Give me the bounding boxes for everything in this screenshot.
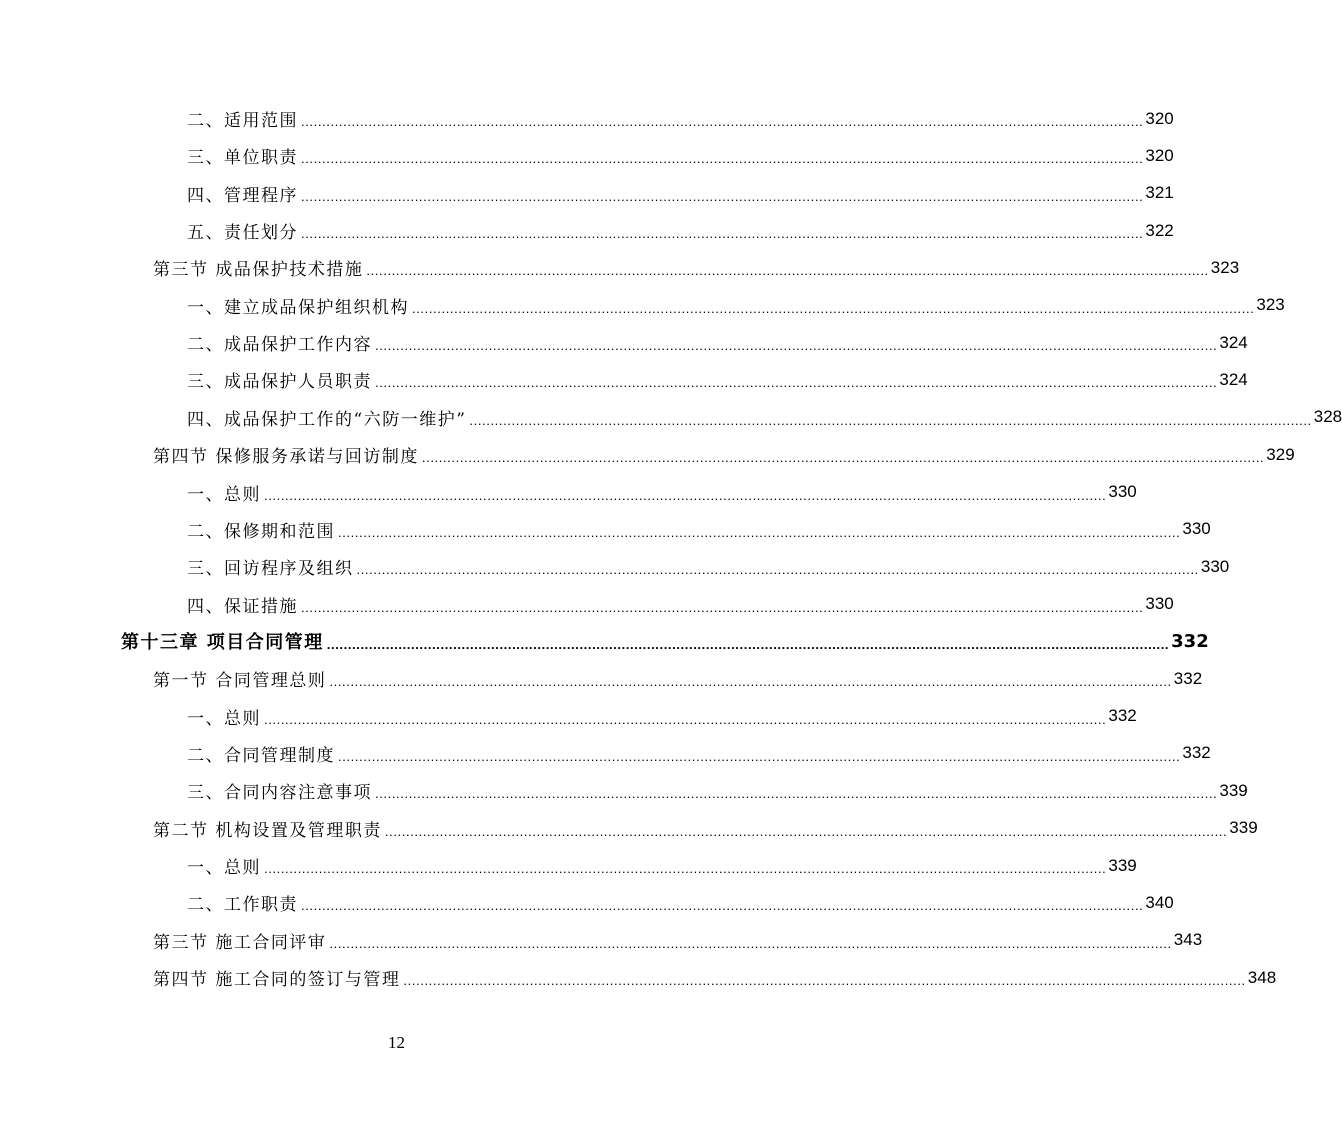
toc-entry-title: 第二节 机构设置及管理职责 <box>153 820 382 841</box>
toc-leader-dots: ........................................................................................................................................................................................................ <box>469 412 1312 428</box>
toc-entry-line <box>153 660 1203 697</box>
toc-entry-title: 二、合同管理制度 <box>187 745 335 766</box>
toc-entry-page: 332 <box>1108 706 1137 726</box>
toc-entry-page: 321 <box>1145 183 1174 203</box>
toc-leader-dots: ........................................................................................................................................................................................................ <box>329 935 1172 951</box>
toc-entry-page: 332 <box>1171 630 1209 652</box>
toc-entry[interactable] <box>0 100 1174 137</box>
toc-entry-line <box>187 847 1137 884</box>
toc-entry-title: 第三节 成品保护技术措施 <box>153 260 364 281</box>
toc-entry[interactable] <box>0 137 1174 174</box>
toc-entry-title: 第四节 施工合同的签订与管理 <box>153 970 401 991</box>
toc-entry-page: 323 <box>1256 295 1285 315</box>
toc-entry-page: 332 <box>1182 743 1211 763</box>
toc-entry-line <box>187 735 1211 772</box>
toc-leader-dots: ........................................................................................................................................................................................................ <box>412 300 1255 316</box>
toc-leader-dots: ........................................................................................................................................................................................................ <box>375 786 1218 802</box>
toc-entry-line <box>153 249 1240 286</box>
toc-entry-title: 第一节 合同管理总则 <box>153 671 327 692</box>
toc-leader-dots: ........................................................................................................................................................................................................ <box>338 748 1181 764</box>
toc-entry-line <box>187 212 1174 249</box>
toc-entry[interactable] <box>0 436 1295 473</box>
toc-leader-dots: ........................................................................................................................................................................................................ <box>301 114 1144 129</box>
toc-entry-title: 二、保修期和范围 <box>187 521 335 542</box>
toc-entry-title: 一、建立成品保护组织机构 <box>187 297 409 318</box>
toc-entry-page: 332 <box>1173 668 1203 688</box>
toc-leader-dots: ........................................................................................................................................................................................................ <box>264 711 1107 727</box>
toc-entry-title: 四、成品保护工作的“六防一维护” <box>187 409 467 430</box>
toc-entry[interactable] <box>0 361 1248 398</box>
toc-entry-page: 322 <box>1145 220 1174 240</box>
toc-entry-page: 324 <box>1219 369 1248 389</box>
toc-entry-line <box>187 175 1174 212</box>
toc-entry-line <box>187 511 1211 548</box>
toc-entry-page: 330 <box>1108 482 1137 501</box>
toc-entry[interactable] <box>0 772 1248 809</box>
toc-entry-title: 第三节 施工合同评审 <box>153 932 327 953</box>
toc-entry-page: 320 <box>1145 145 1174 165</box>
toc-entry-page: 323 <box>1210 257 1240 277</box>
toc-entry-page: 348 <box>1247 967 1277 987</box>
toc-leader-dots: ........................................................................................................................................................................................................ <box>264 487 1107 503</box>
toc-leader-dots: ........................................................................................................................................................................................................ <box>301 898 1144 914</box>
toc-leader-dots: ........................................................................................................................................................................................................ <box>356 562 1199 578</box>
toc-entry-title: 二、成品保护工作内容 <box>187 335 372 356</box>
toc-entry-page: 330 <box>1182 519 1211 539</box>
toc-entry-line <box>187 772 1248 809</box>
toc-entry-page: 324 <box>1219 332 1248 352</box>
toc-entry[interactable] <box>0 548 1230 585</box>
toc-leader-dots: ........................................................................................................................................................................................................ <box>338 524 1181 540</box>
toc-entry[interactable] <box>0 698 1137 735</box>
toc-entry[interactable] <box>0 586 1174 623</box>
toc-entry-line <box>187 361 1248 398</box>
toc-entry-line <box>187 324 1248 361</box>
toc-entry-title: 三、回访程序及组织 <box>187 559 354 580</box>
toc-entry-line <box>187 548 1230 585</box>
toc-leader-dots: ........................................................................................................................................................................................................ <box>384 823 1228 839</box>
toc-leader-dots: ........................................................................................................................................................................................................ <box>301 226 1144 242</box>
toc-leader-dots: ........................................................................................................................................................................................................ <box>301 188 1144 204</box>
toc-entry-line <box>187 137 1174 174</box>
toc-entry[interactable] <box>0 922 1203 959</box>
toc-entry-page: 320 <box>1145 108 1174 128</box>
toc-entry-page: 329 <box>1266 444 1295 464</box>
toc-entry[interactable] <box>0 810 1258 847</box>
toc-leader-dots: ........................................................................................................................................................................................................ <box>421 450 1265 466</box>
toc-entry-page: 339 <box>1229 818 1258 838</box>
toc-entry[interactable] <box>0 660 1203 697</box>
toc-entry-line <box>187 586 1174 623</box>
toc-entry-title: 四、管理程序 <box>187 185 298 206</box>
toc-entry-title: 五、责任划分 <box>187 223 298 244</box>
toc-entry-title: 四、保证措施 <box>187 596 298 617</box>
toc-entry-line <box>153 922 1203 959</box>
toc-entry[interactable] <box>0 212 1174 249</box>
toc-entry-page: 330 <box>1145 594 1174 614</box>
toc-entry[interactable] <box>0 511 1211 548</box>
toc-entry[interactable] <box>0 175 1174 212</box>
toc-leader-dots: ........................................................................................................................................................................................................ <box>375 338 1218 354</box>
page-number: 12 <box>388 1033 405 1052</box>
toc-entry-page: 328 <box>1313 407 1342 427</box>
toc-entry-title: 一、总则 <box>187 484 261 505</box>
toc-leader-dots: ........................................................................................................................................................................................................ <box>403 973 1246 989</box>
toc-entry-page: 343 <box>1173 930 1203 950</box>
toc-entry[interactable] <box>0 623 1209 660</box>
toc-entry-line <box>153 959 1277 996</box>
toc-entry-line <box>153 810 1258 847</box>
toc-entry-line <box>187 474 1137 511</box>
toc-leader-dots: ........................................................................................................................................................................................................ <box>329 674 1172 690</box>
toc-leader-dots: ........................................................................................................................................................................................................ <box>326 636 1170 652</box>
toc-entry[interactable] <box>0 249 1240 286</box>
toc-entry[interactable] <box>0 884 1174 921</box>
toc-entry[interactable] <box>0 287 1285 324</box>
toc-leader-dots: ........................................................................................................................................................................................................ <box>366 263 1209 279</box>
toc-leader-dots: ........................................................................................................................................................................................................ <box>264 861 1107 876</box>
toc-entry-title: 一、总则 <box>187 708 261 729</box>
toc-entry-title: 三、合同内容注意事项 <box>187 783 372 804</box>
toc-entry-page: 339 <box>1219 780 1248 800</box>
toc-entry-title: 第十三章 项目合同管理 <box>121 632 324 654</box>
toc-entry-title: 二、适用范围 <box>187 111 298 131</box>
toc-entry-title: 二、工作职责 <box>187 895 298 916</box>
toc-leader-dots: ........................................................................................................................................................................................................ <box>301 599 1144 615</box>
toc-entry-title: 三、成品保护人员职责 <box>187 372 372 393</box>
toc-entry[interactable] <box>0 735 1211 772</box>
toc-entry[interactable] <box>0 959 1277 996</box>
toc-entry-title: 第四节 保修服务承诺与回访制度 <box>153 447 419 468</box>
toc-entry-page: 339 <box>1108 855 1137 875</box>
toc-entry[interactable] <box>0 324 1248 361</box>
toc-entry-title: 三、单位职责 <box>187 148 298 169</box>
toc-leader-dots: ........................................................................................................................................................................................................ <box>301 151 1144 167</box>
toc-entry-line <box>187 698 1137 735</box>
toc-entry-line <box>187 100 1174 137</box>
toc-entry-title: 一、总则 <box>187 858 261 878</box>
toc-entry-line <box>187 287 1285 324</box>
toc-entry-line <box>121 623 1209 660</box>
toc-entry-line <box>187 884 1174 921</box>
toc-entry[interactable] <box>0 399 1342 436</box>
toc-entry-line <box>153 436 1295 473</box>
toc-entry[interactable] <box>0 474 1137 511</box>
toc-entry[interactable] <box>0 847 1137 884</box>
toc-leader-dots: ........................................................................................................................................................................................................ <box>375 375 1218 391</box>
toc-entry-page: 330 <box>1200 556 1230 576</box>
toc-entry-page: 340 <box>1145 892 1174 912</box>
toc-entry-line <box>187 399 1342 436</box>
